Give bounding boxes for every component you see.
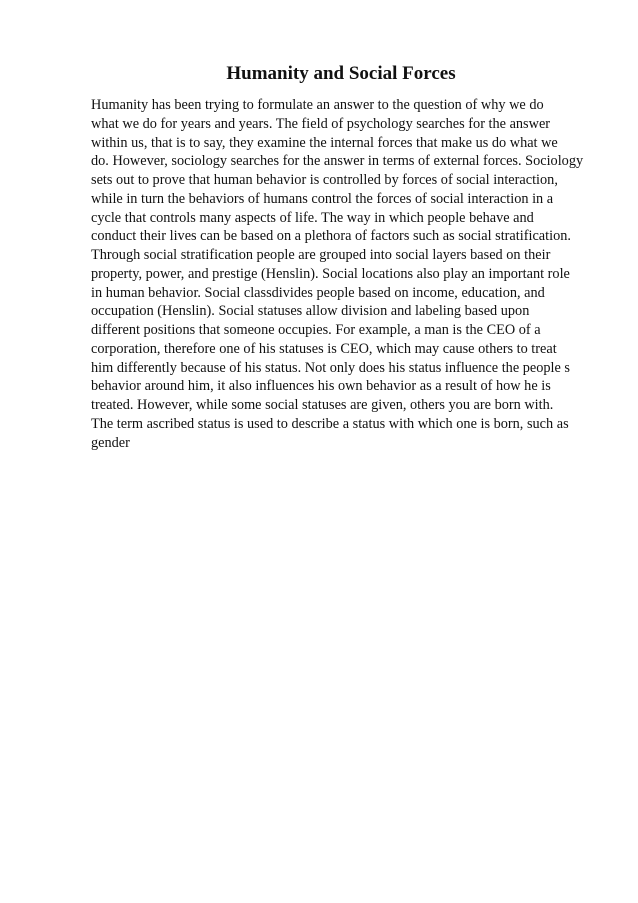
body-line: Humanity has been trying to formulate an answer to the question of why we do [91,97,544,113]
body-line: him differently because of his status. Not only does his status influence the people s [91,359,570,376]
body-line: do. However, sociology searches for the answer in terms of external forces. Sociology [91,153,584,170]
body-line: The term ascribed status is used to describe a status with which one is born, such as [91,415,569,432]
document-title: Humanity and Social Forces [226,63,456,84]
body-line: within us, that is to say, they examine the internal forces that make us do what we [91,134,558,151]
body-line: behavior around him, it also influences his own behavior as a result of how he is [91,378,551,395]
body-line: cycle that controls many aspects of life. The way in which people behave and [91,209,534,226]
body-line: sets out to prove that human behavior is controlled by forces of social interaction, [91,172,558,188]
body-line: property, power, and prestige (Henslin). Social locations also play an important role [91,265,570,282]
body-line: in human behavior. Social classdivides people based on income, education, and [91,284,545,301]
body-line: corporation, therefore one of his statuses is CEO, which may cause others to treat [91,340,557,357]
body-line: gender [91,434,130,451]
body-line: Through social stratification people are grouped into social layers based on their [91,247,551,263]
body-line: while in turn the behaviors of humans control the forces of social interaction in a [91,190,554,207]
body-line: occupation (Henslin). Social statuses allow division and labeling based upon [91,303,530,320]
body-line: different positions that someone occupies. For example, a man is the CEO of a [91,322,541,338]
body-line: what we do for years and years. The field of psychology searches for the answer [91,115,551,132]
body-line: treated. However, while some social statuses are given, others you are born with. [91,397,554,413]
body-line: conduct their lives can be based on a plethora of factors such as social stratification. [91,228,571,245]
document-body [91,96,611,452]
